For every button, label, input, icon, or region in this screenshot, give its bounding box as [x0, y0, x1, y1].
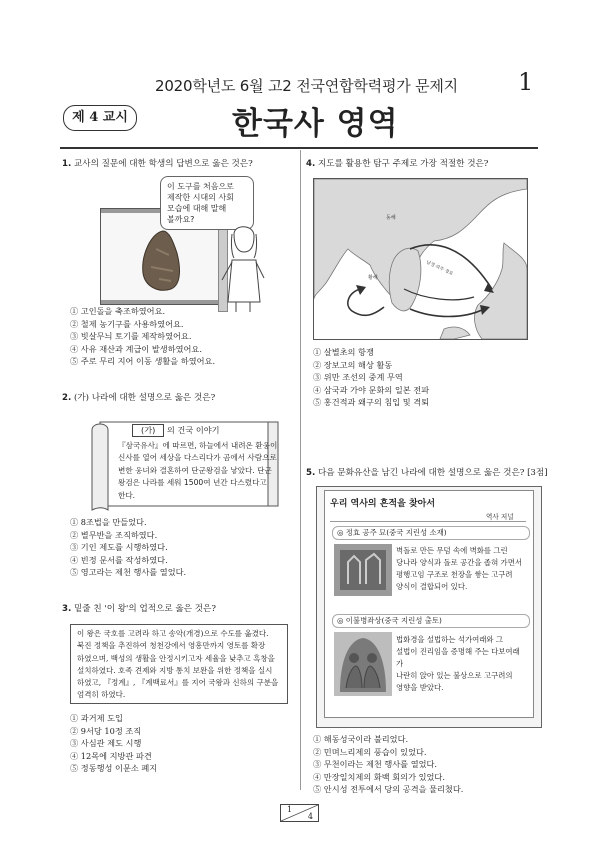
teacher-speech-bubble: 이 도구를 처음으로 제작한 시대의 사회 모습에 대해 말해 볼까요? [160, 176, 254, 230]
q4-map [313, 178, 528, 340]
q2-box-title: (가) 의 건국 이야기 [132, 424, 282, 437]
map-label-yellow-sea: 황해 [368, 275, 378, 281]
q1-options [70, 305, 215, 368]
q2-options [70, 516, 186, 579]
question-5-stem: 5. 다음 문화유산을 남긴 나라에 대한 설명으로 옳은 것은? [3점] [306, 468, 548, 478]
q1-option-1[interactable]: ① 고인돌을 축조하였어요. [70, 306, 166, 316]
q3-option-2[interactable]: ② 9서당 10정 조직 [70, 725, 142, 736]
subject-title: 한국사 영역 [232, 106, 399, 142]
q5-option-3[interactable]: ③ 무천이라는 제천 행사를 열었다. [313, 759, 438, 770]
q2-option-1[interactable]: ① 8조법을 만들었다. [70, 517, 147, 527]
q1-option-4[interactable]: ④ 사유 재산과 계급이 발생하였어요. [70, 343, 202, 354]
q5-book-author: 역사 저널 [486, 513, 514, 521]
q5-option-2[interactable]: ② 민며느리제의 풍습이 있었다. [313, 746, 427, 757]
q3-passage-box: 이 왕은 국호를 고려라 하고 송악(개경)으로 수도를 옮겼다. 북진 정책을 추진하여 청천강에서 영흥만까지 영토를 확장 하였으며, 백성의 생활을 안정시키고자 세율을 낮추고 흑창을 설치하였다. 호족 견제와 지방 통치 보완을 위한 정책을 실시 하였고, 『정계』, 『계백료서』를 지어 국왕과 신하의 구분을 엄격히 하였다. [70, 624, 288, 704]
teacher-figure [220, 222, 268, 312]
q2-option-3[interactable]: ③ 기인 제도를 시행하였다. [70, 542, 168, 553]
q2-option-4[interactable]: ④ 빈정 문서를 작성하였다. [70, 554, 168, 565]
q4-option-4[interactable]: ④ 삼국과 가야 문화의 일본 전파 [313, 384, 430, 395]
q5-option-4[interactable]: ④ 만장일치제의 화백 회의가 있었다. [313, 771, 445, 782]
q3-option-1[interactable]: ① 과거제 도입 [70, 713, 123, 723]
q5-title-rule [330, 521, 526, 522]
q2-box-text: 『삼국유사』에 따르면, 하늘에서 내려온 환웅이 신사를 열어 세상을 다스리다가 곰에서 사람으로 변한 웅녀와 결혼하여 단군왕검을 낳았다. 단군 왕검은 나라를 세워 1500여 년간 다스렸다고 한다. [118, 441, 278, 500]
footer-total: 4 [307, 812, 313, 821]
question-2-stem: 2. (가) 나라에 대한 설명으로 옳은 것은? [62, 393, 216, 403]
q4-option-3[interactable]: ③ 위만 조선의 중계 무역 [313, 372, 403, 383]
question-1-stem: 1. 교사의 질문에 대한 학생의 답변으로 옳은 것은? [62, 159, 253, 169]
map-label-route: 남경 의주 경로 [425, 260, 454, 278]
footer-page: 1 [287, 805, 293, 814]
east-asia-map [314, 179, 527, 339]
q5-item1-text: 벽돌로 만든 무덤 속에 벽화를 그린 당나라 양식과 돌로 공간을 좁혀 가면서 평행고임 구조로 천장을 쌓는 고구려 양식이 결합되어 있다. [396, 546, 522, 591]
q3-option-4[interactable]: ④ 12목에 지방관 파견 [70, 750, 152, 761]
q3-options [70, 712, 157, 775]
q4-option-1[interactable]: ① 살별초의 항쟁 [313, 347, 374, 357]
q2-option-5[interactable]: ⑤ 영고라는 제천 행사를 열었다. [70, 567, 187, 578]
q4-option-2[interactable]: ② 장보고의 해상 활동 [313, 359, 393, 370]
q5-options [313, 733, 463, 796]
question-3-stem: 3. 밑줄 친 '이 왕'의 업적으로 옳은 것은? [62, 604, 216, 614]
q4-options [313, 346, 429, 409]
q3-option-3[interactable]: ③ 사심관 제도 시행 [70, 738, 142, 749]
tomb-mural-image [334, 544, 392, 596]
buddha-statue-image [334, 632, 392, 696]
map-label-east-sea: 동해 [386, 215, 396, 221]
blank-ga: (가) [132, 424, 164, 437]
exam-header-title: 2020학년도 6월 고2 전국연합학력평가 문제지 [155, 77, 458, 95]
q5-book-title: 우리 역사의 흔적을 찾아서 [330, 499, 436, 509]
q5-item2-text: 법화경을 설법하는 석가여래와 그 설법이 진리임을 증명해 주는 다보여래가 나란히 앉아 있는 불상으로 고구려의 영향을 받았다. [396, 635, 520, 692]
q1-option-3[interactable]: ③ 빗살무늬 토기를 제작하였어요. [70, 331, 192, 342]
session-badge: 제 4 교시 [63, 105, 137, 131]
q1-option-5[interactable]: ⑤ 주로 무리 지어 이동 생활을 하였어요. [70, 356, 216, 367]
page-number: 1 [518, 68, 534, 96]
q4-option-5[interactable]: ⑤ 홍건적과 왜구의 침입 및 격퇴 [313, 397, 430, 408]
column-divider [300, 150, 301, 790]
q5-item1-title: ◎ 정효 공주 묘(중국 지린성 소재) [332, 526, 530, 540]
q2-option-2[interactable]: ② 별무반을 조직하였다. [70, 529, 158, 540]
q5-item2-title: ◎ 이불병좌상(중국 지린성 출토) [332, 614, 530, 628]
page-footer [280, 804, 319, 822]
q3-option-5[interactable]: ⑤ 정동행성 이문소 폐지 [70, 763, 158, 774]
header-rule [60, 147, 538, 149]
q1-option-2[interactable]: ② 철제 농기구를 사용하였어요. [70, 318, 184, 329]
q5-option-5[interactable]: ⑤ 안시성 전투에서 당의 공격을 물리쳤다. [313, 784, 464, 795]
question-4-stem: 4. 지도를 활용한 탐구 주제로 가장 적절한 것은? [306, 159, 489, 169]
q5-option-1[interactable]: ① 해동성국이라 불리었다. [313, 734, 409, 744]
